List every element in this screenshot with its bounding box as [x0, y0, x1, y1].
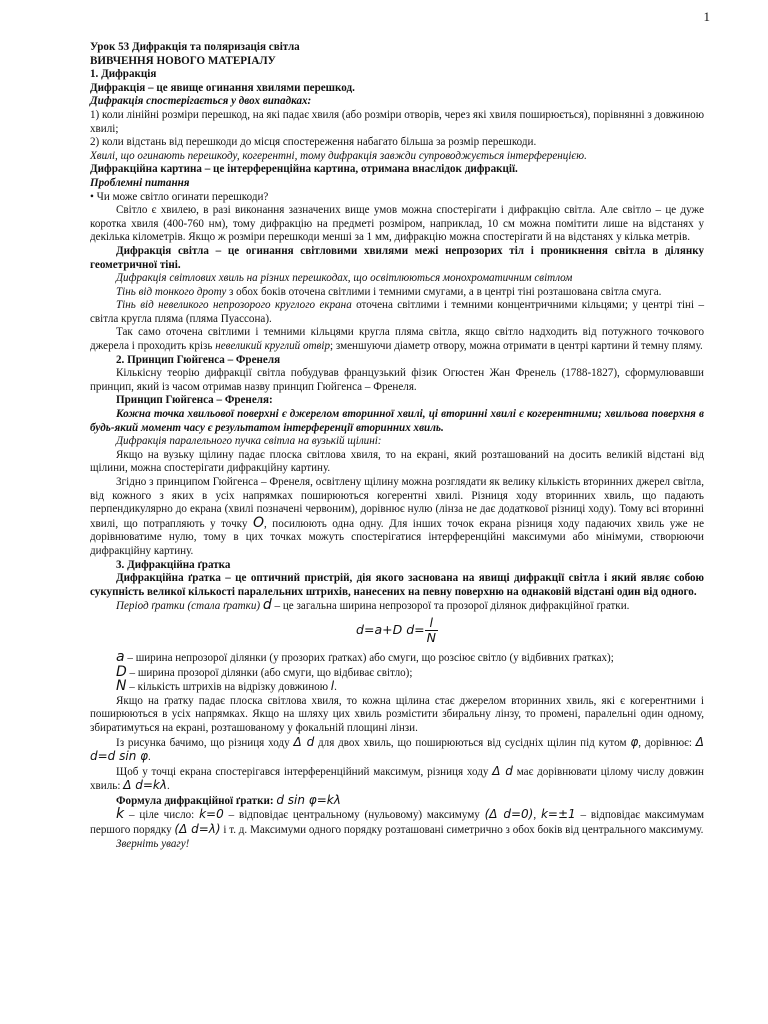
a-definition [90, 648, 704, 666]
observation-title: Дифракція світлових хвиль на різних перешкодах, що освітлюються монохроматичним світлом [116, 272, 573, 285]
page-number: 1 [703, 9, 710, 24]
max-cond-text-b: має дорівнювати цілому числу довжин хвиль: [90, 765, 704, 793]
grating-period-paragraph [90, 599, 704, 614]
k-plus-minus-one: k=±1 [540, 807, 576, 822]
k-text-e: і т. д. Максимуми одного порядку розташовані симетрично з обох боків від центрального максимуму. [220, 824, 704, 837]
D-symbol: D [116, 663, 127, 680]
grating-wave-paragraph: Якщо на ґратку падає плоска світлова хвиля, то кожна щілина стає джерелом вторинних хвиль, які є когерентними і поширюються в усіх напрямках. Якщо на шляху цих хвиль розмістити збиральну лінзу, то промені, паралельні один одному, збиратимуться на екрані, розташованому у фокальній площині лінзи. [90, 694, 704, 734]
secondary-sources-text-a: Згідно з принципом Гюйгенса – Френеля, освітлену щілину можна розглядати як велику кількість вторинних джерел світла, від кожного з яких в усіх напрямках поширюються когерентні хвилі. Різниця ходу вторинних хвиль, що падають перпендикулярно до екрана (хвилі позначені червоним), дорівнює нулю (лінза не дає додаткової різниці ходу). Тому всі вторинні хвилі, що потрапляють у точку [90, 476, 704, 530]
k-text-b: – відповідає центральному (нульовому) максимуму [223, 809, 485, 822]
round-screen-term: Тінь від невеликого непрозорого круглого екрана [116, 299, 352, 312]
fraction-numerator: l [425, 616, 438, 631]
period-symbol: d [262, 597, 272, 614]
maximum-condition-paragraph [90, 765, 704, 794]
angle-symbol: φ [630, 734, 639, 749]
path-diff-end: . [148, 751, 151, 764]
max-cond-formula: Δ d=kλ [123, 778, 167, 793]
thin-wire-text: з обох боків оточена світлими і темними смугами, а в центрі тіні розташована світла смуга. [226, 285, 662, 298]
attention-note: Зверніть увагу! [116, 837, 190, 850]
grating-formula: d sin φ=kλ [276, 792, 341, 807]
principle-title: Принцип Гюйгенса – Френеля: [116, 394, 273, 407]
round-hole-text-a: Так само оточена світлими і темними кільцями кругла пляма світла, якщо світло надходить від потужного точкового джерела і проходить крізь [90, 326, 704, 353]
k-definition-paragraph [90, 808, 704, 837]
period-fraction [425, 616, 438, 645]
path-difference-paragraph [90, 736, 704, 765]
k-one-path: (Δ d=λ) [174, 822, 221, 837]
path-diff-formula: Δ d=d sin φ [90, 734, 705, 764]
k-text-c: , [533, 809, 541, 822]
coherence-note: Хвилі, що огинають перешкоду, когерентні, тому дифракція завжди супроводжується інтерференцією. [90, 149, 587, 162]
path-diff-text-c: , дорівнює: [638, 736, 696, 749]
N-symbol: N [116, 678, 127, 695]
grating-formula-line [90, 794, 704, 809]
max-cond-end: . [166, 780, 170, 793]
point-o: O [252, 514, 264, 531]
period-formula-sum: d=a+D [356, 621, 403, 637]
grating-definition: Дифракційна ґратка – це оптичний пристрій, дія якого заснована на явищі дифракції світла і який являє собою сукупність великої кількості паралельних штрихів, нанесених на певну поверхню на однаковій відстані один від одного. [90, 572, 704, 598]
diffraction-definition: Дифракція – це явище огинання хвилями перешкод. [90, 81, 355, 94]
round-screen-paragraph [90, 299, 704, 326]
secondary-sources-text-b: , посилюють одна одну. Для інших точок екрана різниця ходу падаючих хвиль уже не дорівнюватиме нулю, тому в цих точках можуть спостерігатися інтерференційні максимуми або мінімуми, створюючи дифракційну картину. [90, 517, 704, 557]
path-diff-symbol: Δ d [293, 734, 315, 749]
slit-title: Дифракція паралельного пучка світла на вузькій щілині: [116, 435, 382, 448]
document-page [90, 41, 704, 851]
period-formula-ratio-lhs: d= [406, 621, 425, 637]
thin-wire-term: Тінь від тонкого дроту [116, 285, 227, 298]
k-zero: k=0 [199, 807, 224, 822]
problem-question: • Чи може світло огинати перешкоди? [90, 190, 269, 203]
diffraction-case-2: 2) коли відстань від перешкоди до місця спостереження набагато більша за розмір перешкоди. [90, 136, 537, 149]
grating-heading: 3. Дифракційна ґратка [116, 558, 231, 571]
N-text: – кількість штрихів на відрізку довжиною [126, 681, 331, 694]
round-screen-text: оточена світлими і темними концентричними кільцями; у центрі тіні – світла кругла пляма (пляма Пуассона). [90, 299, 704, 325]
diffraction-pattern-definition: Дифракційна картина – це інтерференційна картина, отримана внаслідок дифракції. [90, 163, 518, 176]
round-hole-term: невеликий круглий отвір [215, 340, 330, 353]
grating-formula-label: Формула дифракційної ґратки: [116, 794, 277, 807]
lesson-title: Урок 53 Дифракція та поляризація світла [90, 41, 300, 53]
max-cond-symbol: Δ d [492, 763, 513, 778]
path-diff-text-a: Із рисунка бачимо, що різниця ходу [116, 736, 294, 749]
grating-period-text: – це загальна ширина непрозорої та прозорої ділянок дифракційної ґратки. [271, 600, 630, 613]
grating-period-term: Період ґратки (стала ґратки) [116, 600, 261, 613]
period-formula [90, 616, 704, 648]
problem-questions-title: Проблемні питання [90, 176, 190, 189]
path-diff-text-b: для двох хвиль, що поширюються від сусідніх щілин під кутом [314, 736, 631, 749]
k-zero-path: (Δ d=0) [484, 807, 534, 822]
D-text: – ширина прозорої ділянки (або смуги, що відбиває світло); [126, 666, 413, 679]
principle-statement: Кожна точка хвильової поверхні є джерелом вторинної хвилі, ці вторинні хвилі є когерентними; хвильова поверхня в будь-який момент часу є результатом інтерференції вторинних хвиль. [90, 408, 704, 434]
k-text-d: – відповідає максимумам першого порядку [90, 809, 704, 837]
fraction-denominator: N [426, 629, 436, 645]
light-diffraction-definition: Дифракція світла – це огинання світловими хвилями межі непрозорих тіл і проникнення світла в ділянку геометричної тіні. [90, 244, 704, 271]
light-wave-paragraph: Світло є хвилею, в разі виконання зазначених вище умов можна спостерігати і дифракцію світла. Але світло – це дуже коротка хвиля (400-760 нм), тому дифракцію на предметі розміром, наприклад, 10 см можна помітити лише на відстанях у декілька кілометрів. Якщо ж розміри перешкоди менші за 1 мм, дифракцію можна спостерігати й на відстанях у кілька метрів. [90, 204, 704, 244]
a-symbol: a [116, 648, 125, 665]
round-hole-text-b: ; зменшуючи діаметр отвору, можна отримати в центрі картини й темну пляму. [330, 340, 703, 353]
N-end: . [334, 681, 337, 694]
section-header: ВИВЧЕННЯ НОВОГО МАТЕРІАЛУ [90, 54, 276, 67]
diffraction-cases-title: Дифракція спостерігається у двох випадках: [90, 95, 312, 108]
thin-wire-paragraph [90, 286, 704, 300]
N-l-symbol: l [330, 679, 335, 694]
N-definition [90, 680, 704, 695]
slit-paragraph: Якщо на вузьку щілину падає плоска світлова хвиля, то на екрані, який розташований на досить великій відстані від щілини, можна спостерігати дифракційну картину. [90, 448, 704, 475]
a-text: – ширина непрозорої ділянки (у прозорих ґратках) або смуги, що розсіює світло (у відбивних ґратках); [124, 651, 614, 664]
diffraction-case-1: 1) коли лінійні розміри перешкод, на які падає хвиля (або розміри отворів, через які хвиля поширюється), порівнянні з довжиною хвилі; [90, 108, 704, 135]
k-text-a: – ціле число: [124, 809, 200, 822]
huygens-heading: 2. Принцип Гюйгенса – Френеля [116, 353, 281, 366]
round-hole-paragraph [90, 326, 704, 353]
max-cond-text-a: Щоб у точці екрана спостерігався інтерференційний максимум, різниця ходу [116, 765, 493, 778]
k-symbol: k [116, 806, 125, 823]
secondary-sources-paragraph [90, 476, 704, 559]
D-definition [90, 663, 704, 681]
fresnel-paragraph: Кількісну теорію дифракції світла побудував французький фізик Огюстен Жан Френель (1788-1827), сформулювавши принцип, який із часом отримав назву принцип Гюйгенса – Френеля. [90, 367, 704, 393]
diffraction-heading: 1. Дифракція [90, 68, 157, 81]
